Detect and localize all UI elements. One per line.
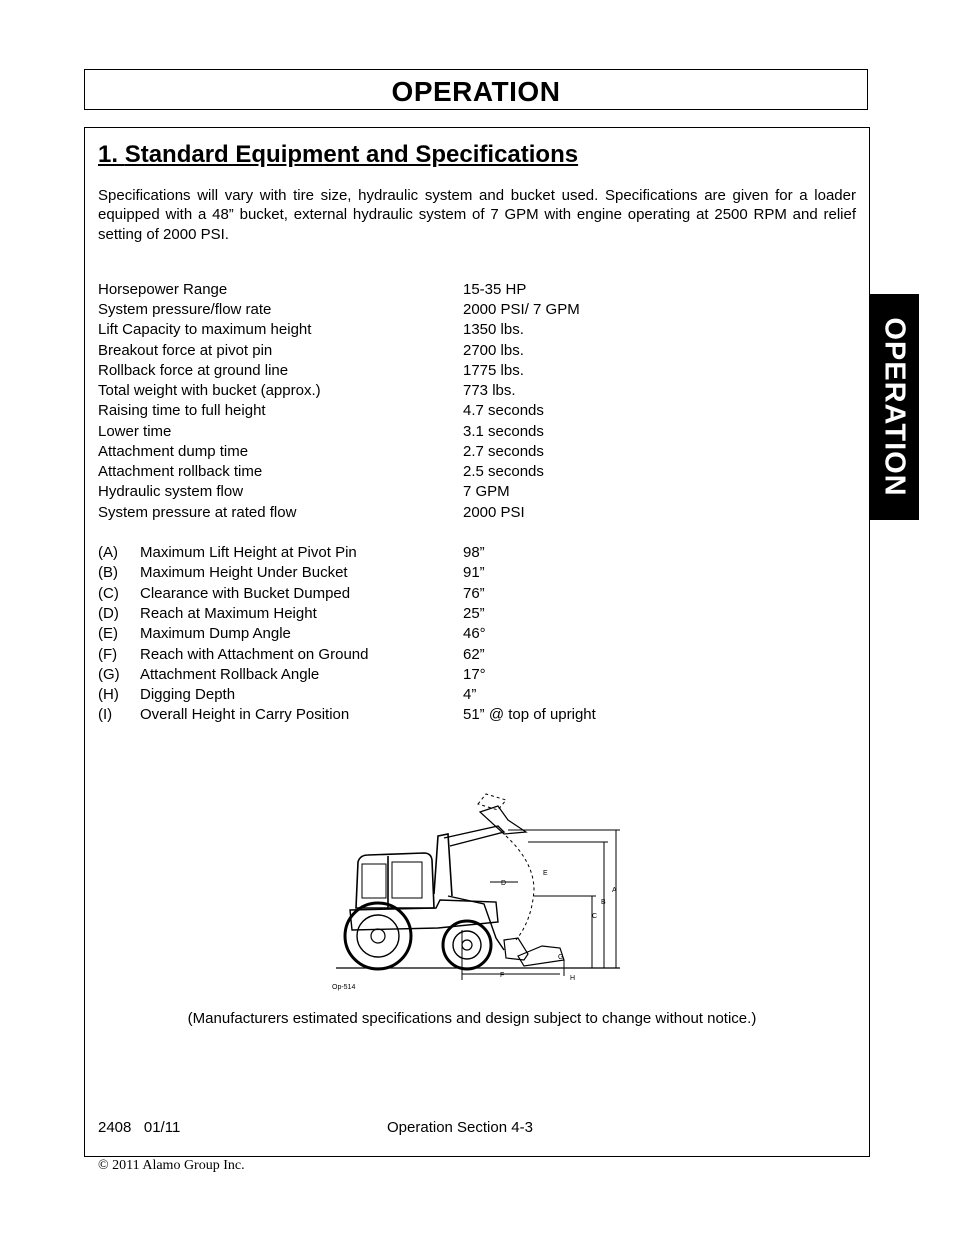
header-banner	[84, 69, 868, 110]
lowered-bucket	[504, 938, 528, 960]
loader-dimension-diagram	[328, 790, 628, 995]
dimension-value: 91”	[463, 564, 485, 581]
loader-upright	[434, 834, 452, 896]
intro-paragraph: Specifications will vary with tire size, hydraulic system and bucket used. Specifications are given for a loader equipped with a 48” bucket, external hydraulic system of 7 GPM with engine operating at 2500 RPM and relief setting of 2000 PSI.	[98, 187, 856, 243]
dim-label-b: B	[601, 899, 606, 906]
spec-value: 2700 lbs.	[463, 342, 524, 359]
dim-label-g: G	[558, 954, 564, 961]
spec-label: Lower time	[98, 423, 172, 440]
dimension-value: 51” @ top of upright	[463, 706, 596, 723]
dimension-letter: (A)	[98, 544, 118, 561]
dimension-value: 62”	[463, 646, 485, 663]
dimension-value: 46°	[463, 625, 486, 642]
dimension-label: Maximum Lift Height at Pivot Pin	[140, 544, 357, 561]
header-title: OPERATION	[391, 76, 561, 107]
copyright: © 2011 Alamo Group Inc.	[98, 1158, 245, 1173]
dimension-letter: (G)	[98, 666, 120, 683]
spec-label: Breakout force at pivot pin	[98, 342, 273, 359]
spec-label: Raising time to full height	[98, 402, 266, 419]
dimension-label: Maximum Dump Angle	[140, 625, 291, 642]
dimension-letter: (E)	[98, 625, 118, 642]
dimension-label: Attachment Rollback Angle	[140, 666, 320, 683]
spec-value: 2.7 seconds	[463, 443, 544, 460]
dimension-label: Maximum Height Under Bucket	[140, 564, 348, 581]
sweep-arc	[506, 836, 534, 940]
dimension-label: Overall Height in Carry Position	[140, 706, 350, 723]
side-tab-label: OPERATION	[878, 317, 911, 497]
spec-label: Attachment dump time	[98, 443, 249, 460]
rear-wheel	[345, 903, 411, 969]
spec-label: Hydraulic system flow	[98, 483, 244, 500]
dimension-value: 4”	[463, 686, 477, 703]
spec-value: 1350 lbs.	[463, 321, 524, 338]
cab-window-left	[362, 864, 386, 898]
raised-boom	[444, 826, 504, 846]
dim-label-h: H	[570, 975, 576, 982]
spec-value: 773 lbs.	[463, 382, 516, 399]
spec-label: Attachment rollback time	[98, 463, 263, 480]
dim-label-d: D	[501, 880, 507, 887]
dimension-letter: (B)	[98, 564, 118, 581]
dimension-value: 98”	[463, 544, 485, 561]
side-tab	[869, 294, 919, 520]
dim-label-f: F	[500, 972, 505, 979]
cab-window-right	[392, 862, 422, 898]
disclaimer-notice: (Manufacturers estimated specifications and design subject to change without notice.)	[187, 1010, 757, 1027]
dimension-value: 17°	[463, 666, 486, 683]
spec-label: System pressure/flow rate	[98, 301, 272, 318]
spec-value: 15-35 HP	[463, 281, 527, 298]
spec-value: 7 GPM	[463, 483, 510, 500]
spec-label: System pressure at rated flow	[98, 504, 297, 521]
figure-caption: Op-514	[332, 984, 356, 991]
dimension-letter: (H)	[98, 686, 119, 703]
spec-label: Rollback force at ground line	[98, 362, 289, 379]
spec-label: Horsepower Range	[98, 281, 228, 298]
dimension-value: 25”	[463, 605, 485, 622]
dimension-value: 76”	[463, 585, 485, 602]
dim-label-c: C	[592, 913, 598, 920]
spec-value: 4.7 seconds	[463, 402, 544, 419]
dimension-label: Clearance with Bucket Dumped	[140, 585, 351, 602]
dimension-letter: (C)	[98, 585, 119, 602]
dim-label-e: E	[543, 870, 548, 877]
spec-value: 3.1 seconds	[463, 423, 544, 440]
section-title	[98, 141, 578, 169]
spec-label: Lift Capacity to maximum height	[98, 321, 312, 338]
dimension-letter: (D)	[98, 605, 119, 622]
dim-label-a: A	[612, 887, 617, 894]
dimension-label: Digging Depth	[140, 686, 236, 703]
spec-label: Total weight with bucket (approx.)	[98, 382, 321, 399]
spec-value: 2000 PSI/ 7 GPM	[463, 301, 580, 318]
spec-value: 1775 lbs.	[463, 362, 524, 379]
dimension-label: Reach with Attachment on Ground	[140, 646, 369, 663]
dimension-letter: (I)	[98, 706, 113, 723]
section-number: 1.	[98, 141, 119, 168]
spec-value: 2.5 seconds	[463, 463, 544, 480]
section-title-text: Standard Equipment and Specifications	[124, 141, 579, 168]
dimension-letter: (F)	[98, 646, 118, 663]
dimension-label: Reach at Maximum Height	[140, 605, 317, 622]
footer-doc-number: 2408 01/11	[98, 1119, 181, 1136]
footer-section: Operation Section 4-3	[387, 1119, 533, 1136]
front-wheel	[443, 921, 491, 969]
spec-value: 2000 PSI	[463, 504, 525, 521]
